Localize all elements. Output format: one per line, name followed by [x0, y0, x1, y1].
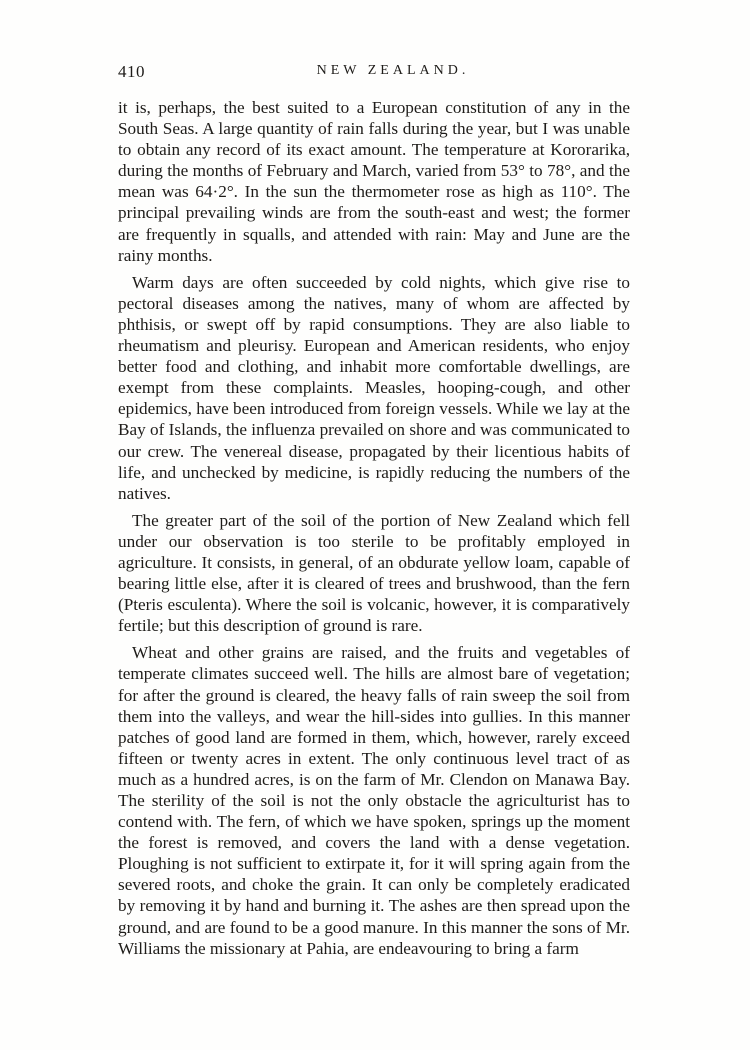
paragraph-soil: The greater part of the soil of the portion of New Zealand which fell under our observation is too sterile to be profitably employed in agriculture. It consists, in general, of an obdurate yellow loam, capable of bearing little else, after it is cleared of trees and brushwood, than the fern (Pteris esculenta). Where the soil is volcanic, however, it is comparatively fertile; but this description of ground is rare.: [118, 510, 630, 636]
page-number: 410: [118, 62, 145, 81]
running-head: NEW ZEALAND.: [316, 63, 470, 78]
body-text: [118, 97, 630, 959]
paragraph-agriculture: Wheat and other grains are raised, and the fruits and vegetables of temperate climates succeed well. The hills are almost bare of vegetation; for after the ground is cleared, the heavy falls of rain sweep the soil from them into the valleys, and wear the hill-sides into gullies. In this manner patches of good land are formed in them, which, however, rarely exceed fifteen or twenty acres in extent. The only continuous level tract of as much as a hundred acres, is on the farm of Mr. Clendon on Manawa Bay. The sterility of the soil is not the only obstacle the agriculturist has to contend with. The fern, of which we have spoken, springs up the moment the forest is removed, and covers the land with a dense vegetation. Ploughing is not sufficient to extirpate it, for it will spring again from the severed roots, and choke the grain. It can only be completely eradicated by removing it by hand and burning it. The ashes are then spread upon the ground, and are found to be a good manure. In this manner the sons of Mr. Williams the missionary at Pahia, are endeavouring to bring a farm: [118, 643, 630, 958]
page-header: [118, 62, 632, 88]
paragraph-climate: it is, perhaps, the best suited to a European constitution of any in the South Seas. A large quantity of rain falls during the year, but I was unable to obtain any record of its exact amount. The temperature at Kororarika, during the months of February and March, varied from 53° to 78°, and the mean was 64·2°. In the sun the thermometer rose as high as 110°. The principal prevailing winds are from the south-east and west; the former are frequently in squalls, and attended with rain: May and June are the rainy months.: [118, 98, 630, 265]
paragraph-diseases: Warm days are often succeeded by cold nights, which give rise to pectoral diseases among the natives, many of whom are affected by phthisis, or swept off by rapid consumptions. They are also liable to rheumatism and pleurisy. European and American residents, who enjoy better food and clothing, and inhabit more comfortable dwellings, are exempt from these complaints. Measles, hooping-cough, and other epidemics, have been introduced from foreign vessels. While we lay at the Bay of Islands, the influenza prevailed on shore and was communicated to our crew. The venereal disease, propagated by their licentious habits of life, and unchecked by medicine, is rapidly reducing the numbers of the natives.: [118, 272, 630, 503]
